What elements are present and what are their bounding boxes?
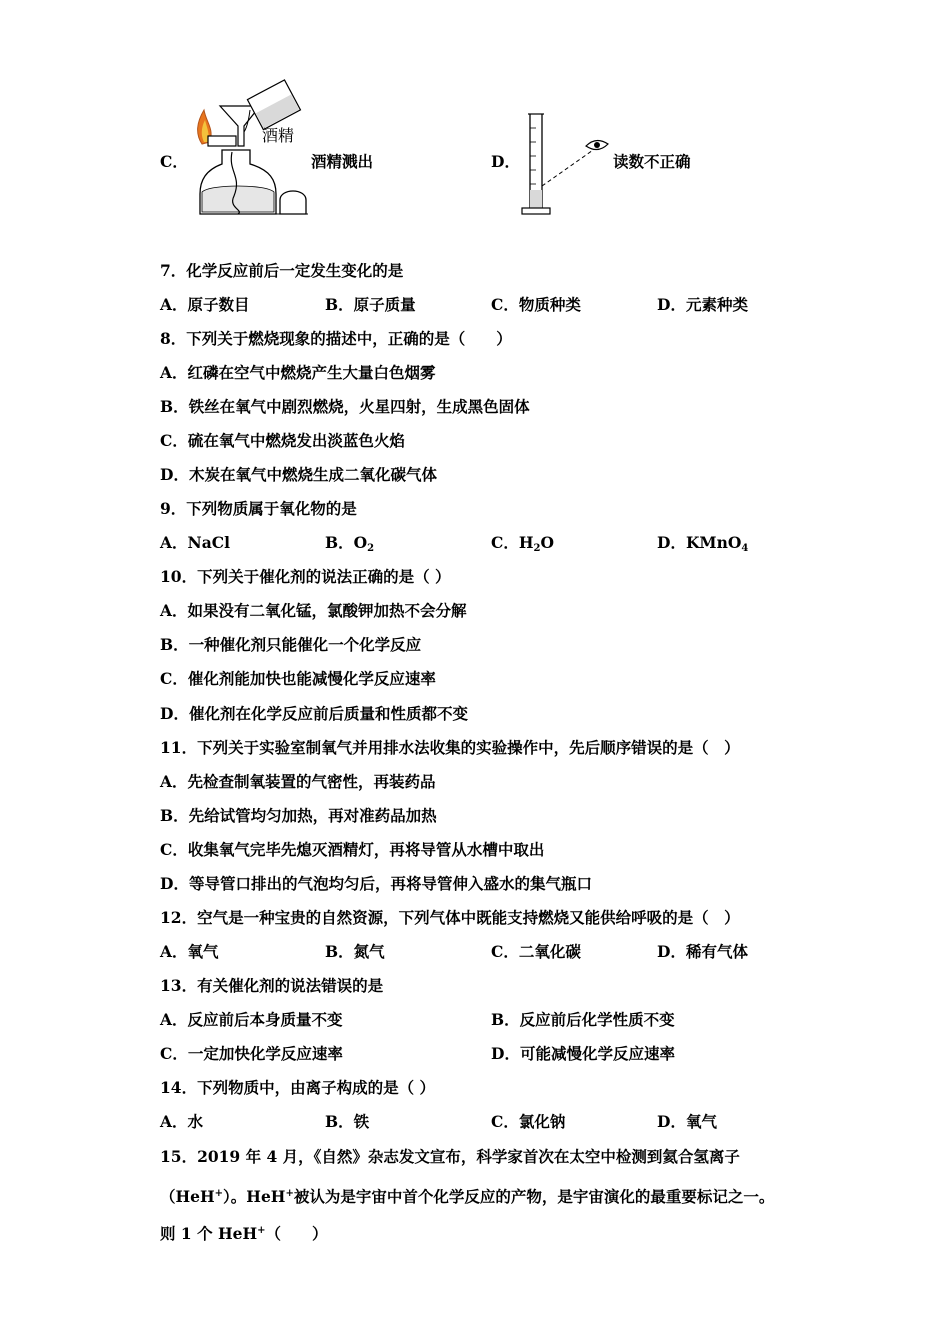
q9-stem: 9．下列物质属于氧化物的是 [160,499,357,518]
graduated-cylinder-figure [516,108,612,220]
q15-line-3: 则 1 个 HeH+（ ） [160,1224,328,1243]
q9-option-d: D．KMnO$_4$ [657,533,749,554]
q15-line-1: 15．2019 年 4 月，《自然》杂志发文宣布，科学家首次在太空中检测到氦合氢离子 [160,1147,740,1166]
option-c-letter: C． [160,152,188,171]
q14-option-d: D．氧气 [657,1112,717,1131]
alcohol-lamp-funnel-figure [188,76,308,220]
q12-option-d: D．稀有气体 [657,942,748,961]
q13-stem: 13．有关催化剂的说法错误的是 [160,976,384,995]
q14-option-b: B．铁 [325,1112,370,1131]
q13-option-d: D．可能减慢化学反应速率 [491,1044,675,1063]
q7-option-a: A．原子数目 [160,295,250,314]
q12-stem: 12．空气是一种宝贵的自然资源，下列气体中既能支持燃烧又能供给呼吸的是（ ） [160,908,740,927]
q8-option-a: A．红磷在空气中燃烧产生大量白色烟雾 [160,363,436,382]
q11-option-c: C．收集氧气完毕先熄灭酒精灯，再将导管从水槽中取出 [160,840,545,859]
q15-line-2: （HeH+）。HeH+被认为是宇宙中首个化学反应的产物，是宇宙演化的最重要标记之一。 [160,1187,775,1206]
bottle-label: 酒精 [262,126,295,145]
q12-option-a: A．氧气 [160,942,219,961]
q9-option-c: C．$H_2O$ [491,533,554,554]
q14-stem: 14．下列物质中，由离子构成的是（ ） [160,1078,435,1097]
option-d-caption: 读数不正确 [613,152,691,171]
q10-option-a: A．如果没有二氧化锰，氯酸钾加热不会分解 [160,601,467,620]
q8-option-d: D．木炭在氧气中燃烧生成二氧化碳气体 [160,465,437,484]
q10-option-b: B．一种催化剂只能催化一个化学反应 [160,635,422,654]
q13-option-c: C．一定加快化学反应速率 [160,1044,343,1063]
q10-option-c: C．催化剂能加快也能减慢化学反应速率 [160,669,436,688]
q9-option-b: B．$O_2$ [325,533,375,554]
option-d-letter: D． [491,152,520,171]
q7-stem: 7．化学反应前后一定发生变化的是 [160,261,404,280]
q9-option-a: A．NaCl [160,533,230,552]
option-c-caption: 酒精溅出 [311,152,374,171]
lamp-cap-icon [280,191,306,214]
q11-stem: 11．下列关于实验室制氧气并用排水法收集的实验操作中，先后顺序错误的是（ ） [160,738,740,757]
q13-option-b: B．反应前后化学性质不变 [491,1010,675,1029]
q8-option-b: B．铁丝在氧气中剧烈燃烧，火星四射，生成黑色固体 [160,397,530,416]
q14-option-a: A．水 [160,1112,204,1131]
q7-option-c: C．物质种类 [491,295,581,314]
q13-option-a: A．反应前后本身质量不变 [160,1010,343,1029]
q14-option-c: C．氯化钠 [491,1112,566,1131]
q7-option-d: D．元素种类 [657,295,748,314]
q10-option-d: D．催化剂在化学反应前后质量和性质都不变 [160,704,468,723]
q11-option-b: B．先给试管均匀加热，再对准药品加热 [160,806,437,825]
q11-option-d: D．等导管口排出的气泡均匀后，再将导管伸入盛水的集气瓶口 [160,874,592,893]
q8-stem: 8．下列关于燃烧现象的描述中，正确的是（ ） [160,329,512,348]
q10-stem: 10．下列关于催化剂的说法正确的是（ ） [160,567,451,586]
q7-option-b: B．原子质量 [325,295,416,314]
q11-option-a: A．先检查制氧装置的气密性，再装药品 [160,772,436,791]
q12-option-b: B．氮气 [325,942,385,961]
q8-option-c: C．硫在氧气中燃烧发出淡蓝色火焰 [160,431,405,450]
q12-option-c: C．二氧化碳 [491,942,581,961]
